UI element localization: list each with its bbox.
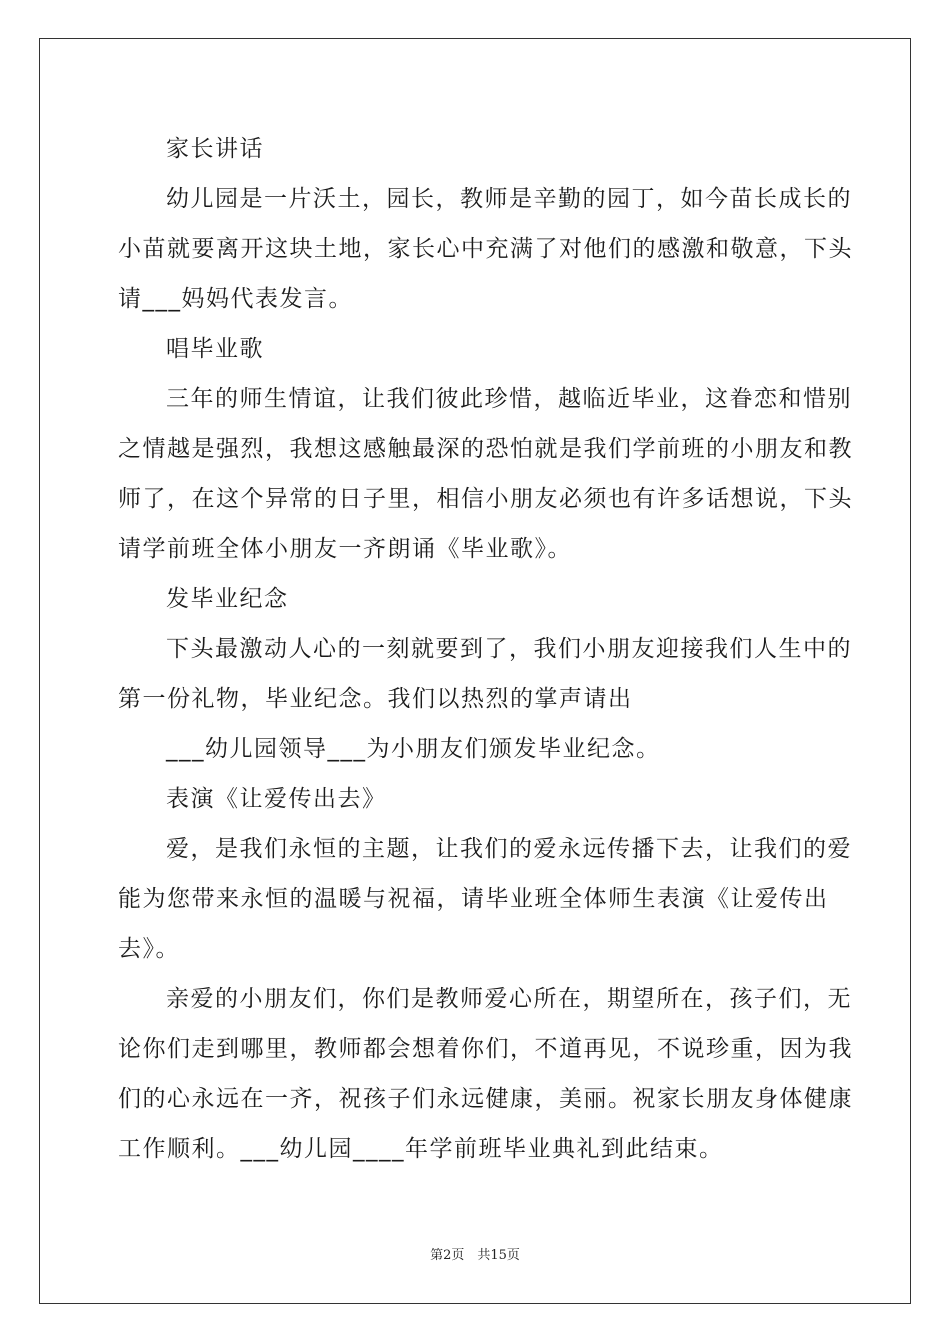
paragraph-line: 下头最激动人心的一刻就要到了，我们小朋友迎接我们人生中的 [166, 636, 852, 662]
paragraph-line: ___幼儿园领导___为小朋友们颁发毕业纪念。 [166, 736, 661, 762]
paragraph-line: 请学前班全体小朋友一齐朗诵《毕业歌》。 [118, 536, 572, 562]
heading-graduation-song: 唱毕业歌 [166, 336, 264, 362]
paragraph-line: 幼儿园是一片沃土，园长，教师是辛勤的园丁，如今苗长成长的 [166, 186, 852, 212]
heading-parent-speech: 家长讲话 [166, 136, 264, 162]
heading-souvenir: 发毕业纪念 [166, 586, 289, 612]
paragraph-line: 亲爱的小朋友们，你们是教师爱心所在，期望所在，孩子们，无 [166, 986, 852, 1012]
page-number-footer: 第2页 共15页 [430, 1248, 520, 1263]
heading-performance: 表演《让爱传出去》 [166, 786, 387, 812]
paragraph-line: 去》。 [118, 936, 180, 962]
paragraph-line: 师了，在这个异常的日子里，相信小朋友必须也有许多话想说，下头 [118, 486, 853, 512]
paragraph-line: 工作顺利。___幼儿园____年学前班毕业典礼到此结束。 [118, 1136, 724, 1162]
paragraph-line: 小苗就要离开这块土地，家长心中充满了对他们的感激和敬意，下头 [118, 236, 853, 262]
paragraph-line: 论你们走到哪里，教师都会想着你们，不道再见，不说珍重，因为我 [118, 1036, 853, 1062]
paragraph-line: 第一份礼物，毕业纪念。我们以热烈的掌声请出 [118, 686, 633, 712]
paragraph-line: 请___妈妈代表发言。 [118, 286, 353, 312]
paragraph-line: 能为您带来永恒的温暖与祝福，请毕业班全体师生表演《让爱传出 [118, 886, 829, 912]
paragraph-line: 爱，是我们永恒的主题，让我们的爱永远传播下去，让我们的爱 [166, 836, 852, 862]
paragraph-line: 三年的师生情谊，让我们彼此珍惜，越临近毕业，这眷恋和惜别 [166, 386, 852, 412]
paragraph-line: 们的心永远在一齐，祝孩子们永远健康，美丽。祝家长朋友身体健康 [118, 1086, 853, 1112]
paragraph-line: 之情越是强烈，我想这感触最深的恐怕就是我们学前班的小朋友和教 [118, 436, 853, 462]
